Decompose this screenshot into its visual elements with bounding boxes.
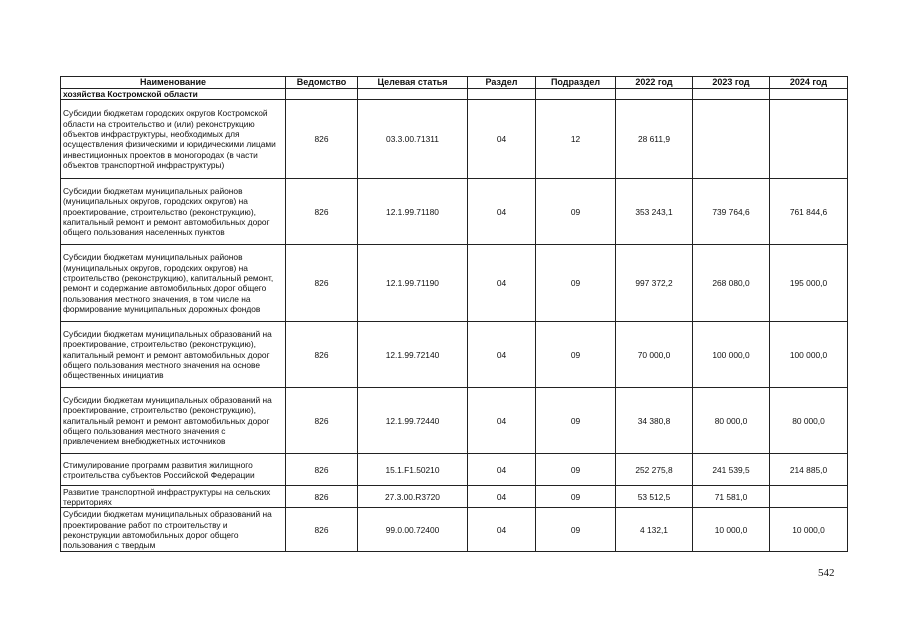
col-header-name: Наименование xyxy=(61,77,286,89)
row-podrazdel: 09 xyxy=(536,179,616,245)
row-razdel: 04 xyxy=(468,245,536,322)
row-2022: 70 000,0 xyxy=(616,322,693,388)
row-2024: 761 844,6 xyxy=(770,179,848,245)
row-razdel: 04 xyxy=(468,100,536,179)
row-razdel: 04 xyxy=(468,508,536,552)
table-row xyxy=(61,100,848,179)
table-row xyxy=(61,179,848,245)
row-name: Субсидии бюджетам муниципальных образований на проектирование работ по строительству и реконструкции автомобильных дорог общего пользования с твердым xyxy=(61,508,286,552)
row-podrazdel: 09 xyxy=(536,322,616,388)
row-2023: 10 000,0 xyxy=(693,508,770,552)
row-target-article: 12.1.99.72140 xyxy=(358,322,468,388)
budget-table xyxy=(60,76,848,552)
row-2024: 80 000,0 xyxy=(770,388,848,454)
row-2023: 71 581,0 xyxy=(693,486,770,508)
row-vedomstvo: 826 xyxy=(286,179,358,245)
row-2022: 252 275,8 xyxy=(616,454,693,486)
col-header-2024: 2024 год xyxy=(770,77,848,89)
row-2023: 100 000,0 xyxy=(693,322,770,388)
row-target-article: 12.1.99.71190 xyxy=(358,245,468,322)
table-row xyxy=(61,388,848,454)
row-podrazdel: 12 xyxy=(536,100,616,179)
row-razdel: 04 xyxy=(468,322,536,388)
row-2023: 739 764,6 xyxy=(693,179,770,245)
row-podrazdel: 09 xyxy=(536,388,616,454)
row-vedomstvo: 826 xyxy=(286,388,358,454)
row-2024 xyxy=(770,486,848,508)
row-2022: 4 132,1 xyxy=(616,508,693,552)
row-razdel: 04 xyxy=(468,486,536,508)
row-target-article: 27.3.00.R3720 xyxy=(358,486,468,508)
row-name: Стимулирование программ развития жилищного строительства субъектов Российской Федерации xyxy=(61,454,286,486)
row-razdel: 04 xyxy=(468,454,536,486)
table-row xyxy=(61,322,848,388)
section-title: хозяйства Костромской области xyxy=(61,89,286,100)
row-2022: 353 243,1 xyxy=(616,179,693,245)
row-vedomstvo: 826 xyxy=(286,508,358,552)
row-vedomstvo: 826 xyxy=(286,322,358,388)
row-target-article: 03.3.00.71311 xyxy=(358,100,468,179)
row-name: Развитие транспортной инфраструктуры на сельских территориях xyxy=(61,486,286,508)
col-header-razdel: Раздел xyxy=(468,77,536,89)
row-2024 xyxy=(770,100,848,179)
row-podrazdel: 09 xyxy=(536,245,616,322)
col-header-2023: 2023 год xyxy=(693,77,770,89)
row-2022: 28 611,9 xyxy=(616,100,693,179)
col-header-vedomstvo: Ведомство xyxy=(286,77,358,89)
row-2024: 100 000,0 xyxy=(770,322,848,388)
row-razdel: 04 xyxy=(468,179,536,245)
col-header-2022: 2022 год xyxy=(616,77,693,89)
row-2023 xyxy=(693,100,770,179)
row-2022: 34 380,8 xyxy=(616,388,693,454)
row-podrazdel: 09 xyxy=(536,486,616,508)
row-target-article: 15.1.F1.50210 xyxy=(358,454,468,486)
row-2022: 997 372,2 xyxy=(616,245,693,322)
row-2024: 10 000,0 xyxy=(770,508,848,552)
row-vedomstvo: 826 xyxy=(286,245,358,322)
row-name: Субсидии бюджетам муниципальных районов (муниципальных округов, городских округов) на проектирование, строительство (реконструкцию), капитальный ремонт и ремонт автомобильных дорог общего пользования населенных пунктов xyxy=(61,179,286,245)
page-number: 542 xyxy=(818,567,835,579)
table-row xyxy=(61,486,848,508)
row-name: Субсидии бюджетам муниципальных районов (муниципальных округов, городских округов) на строительство (реконструкцию), капитальный ремонт, ремонт и содержание автомобильных дорог общего пользования местного значения, в том числе на формирование муниципальных дорожных фондов xyxy=(61,245,286,322)
row-podrazdel: 09 xyxy=(536,508,616,552)
col-header-podrazdel: Подраздел xyxy=(536,77,616,89)
header-row xyxy=(61,77,848,89)
row-vedomstvo: 826 xyxy=(286,454,358,486)
table-row xyxy=(61,508,848,552)
row-vedomstvo: 826 xyxy=(286,100,358,179)
row-podrazdel: 09 xyxy=(536,454,616,486)
table-row xyxy=(61,245,848,322)
row-target-article: 99.0.00.72400 xyxy=(358,508,468,552)
row-2024: 214 885,0 xyxy=(770,454,848,486)
col-header-target-article: Целевая статья xyxy=(358,77,468,89)
row-2022: 53 512,5 xyxy=(616,486,693,508)
section-row xyxy=(61,89,848,100)
row-2023: 80 000,0 xyxy=(693,388,770,454)
row-name: Субсидии бюджетам муниципальных образований на проектирование, строительство (реконструкцию), капитальный ремонт и ремонт автомобильных дорог общего пользования местного значения с привлечением внебюджетных источников xyxy=(61,388,286,454)
row-razdel: 04 xyxy=(468,388,536,454)
row-name: Субсидии бюджетам городских округов Костромской области на строительство и (или) реконструкцию объектов инфраструктуры, необходимых для осуществления физическими и юридическими лицами инвестиционных проектов в моногородах (в части объектов транспортной инфраструктуры) xyxy=(61,100,286,179)
row-2023: 268 080,0 xyxy=(693,245,770,322)
row-target-article: 12.1.99.71180 xyxy=(358,179,468,245)
row-2024: 195 000,0 xyxy=(770,245,848,322)
row-2023: 241 539,5 xyxy=(693,454,770,486)
table-row xyxy=(61,454,848,486)
row-name: Субсидии бюджетам муниципальных образований на проектирование, строительство (реконструкцию), капитальный ремонт и ремонт автомобильных дорог общего пользования местного значения на основе общественных инициатив xyxy=(61,322,286,388)
row-vedomstvo: 826 xyxy=(286,486,358,508)
row-target-article: 12.1.99.72440 xyxy=(358,388,468,454)
